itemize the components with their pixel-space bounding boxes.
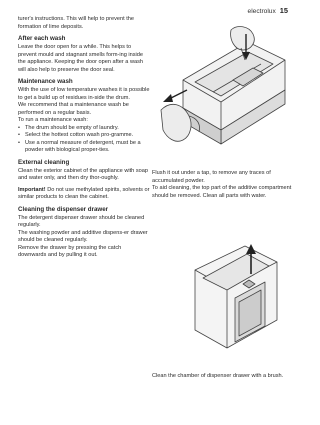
- dispenser-drawer-illustration: [153, 20, 293, 170]
- after-wash-text: Leave the door open for a while. This helps to prevent mould and stagnant smells form-ing inside the appliance. Keeping the door open after a wash will also help to preserve the door seal.: [18, 44, 144, 73]
- additive-compartment-illustration: [185, 240, 285, 360]
- maintenance-wash-p1: With the use of low temperature washes it is possible to get a build up of residues in-side the drum.: [18, 87, 150, 101]
- brand-name: electrolux: [247, 8, 276, 15]
- list-item: • The drum should be empty of laundry.: [18, 125, 151, 133]
- dispenser-p2: The washing powder and additive dispens-er drawer should be cleaned regularly.: [18, 229, 148, 243]
- dispenser-p3: Remove the drawer by pressing the catch downwards and by pulling it out.: [18, 244, 122, 258]
- caption-brush: [152, 373, 292, 381]
- caption-brush-text: Clean the chamber of dispenser drawer with a brush.: [152, 373, 284, 379]
- left-column: [18, 16, 151, 260]
- dispenser-heading: Cleaning the dispenser drawer: [18, 205, 109, 213]
- maintenance-wash-list: [18, 125, 151, 155]
- list-item: • Select the hottest cotton wash pro-gramme.: [18, 132, 151, 140]
- important-text: Do not use methylated spirits, solvents or similar products to clean the cabinet.: [18, 186, 150, 200]
- dispenser-p1: The detergent dispenser drawer should be cleaned regularly.: [18, 214, 145, 228]
- page-number: 15: [279, 6, 288, 15]
- maintenance-wash-heading: Maintenance wash: [18, 78, 73, 85]
- important-label: Important!: [18, 186, 46, 193]
- caption-flush-line-1: Flush it out under a tap, to remove any traces of accumulated powder.: [152, 170, 271, 184]
- after-wash-heading: After each wash: [18, 35, 66, 42]
- caption-flush-line-2: To aid cleaning, the top part of the additive compartment should be removed. Clean all parts with water.: [152, 185, 292, 199]
- maintenance-wash-p3: To run a maintenance wash:: [18, 117, 88, 123]
- caption-flush: [152, 170, 292, 200]
- maintenance-wash-p2: We recommend that a maintenance wash be performed on a regular basis.: [18, 102, 129, 116]
- important-note: [18, 187, 151, 202]
- page-header: [248, 6, 288, 15]
- external-cleaning-text: Clean the exterior cabinet of the appliance with soap and water only, and then dry thor-oughly.: [18, 167, 148, 181]
- list-item: • Use a normal measure of detergent, must be a powder with biological proper-ties.: [18, 140, 151, 155]
- external-cleaning-heading: External cleaning: [18, 158, 70, 166]
- intro-text: turer's instructions. This will help to prevent the formation of lime deposits.: [18, 16, 134, 30]
